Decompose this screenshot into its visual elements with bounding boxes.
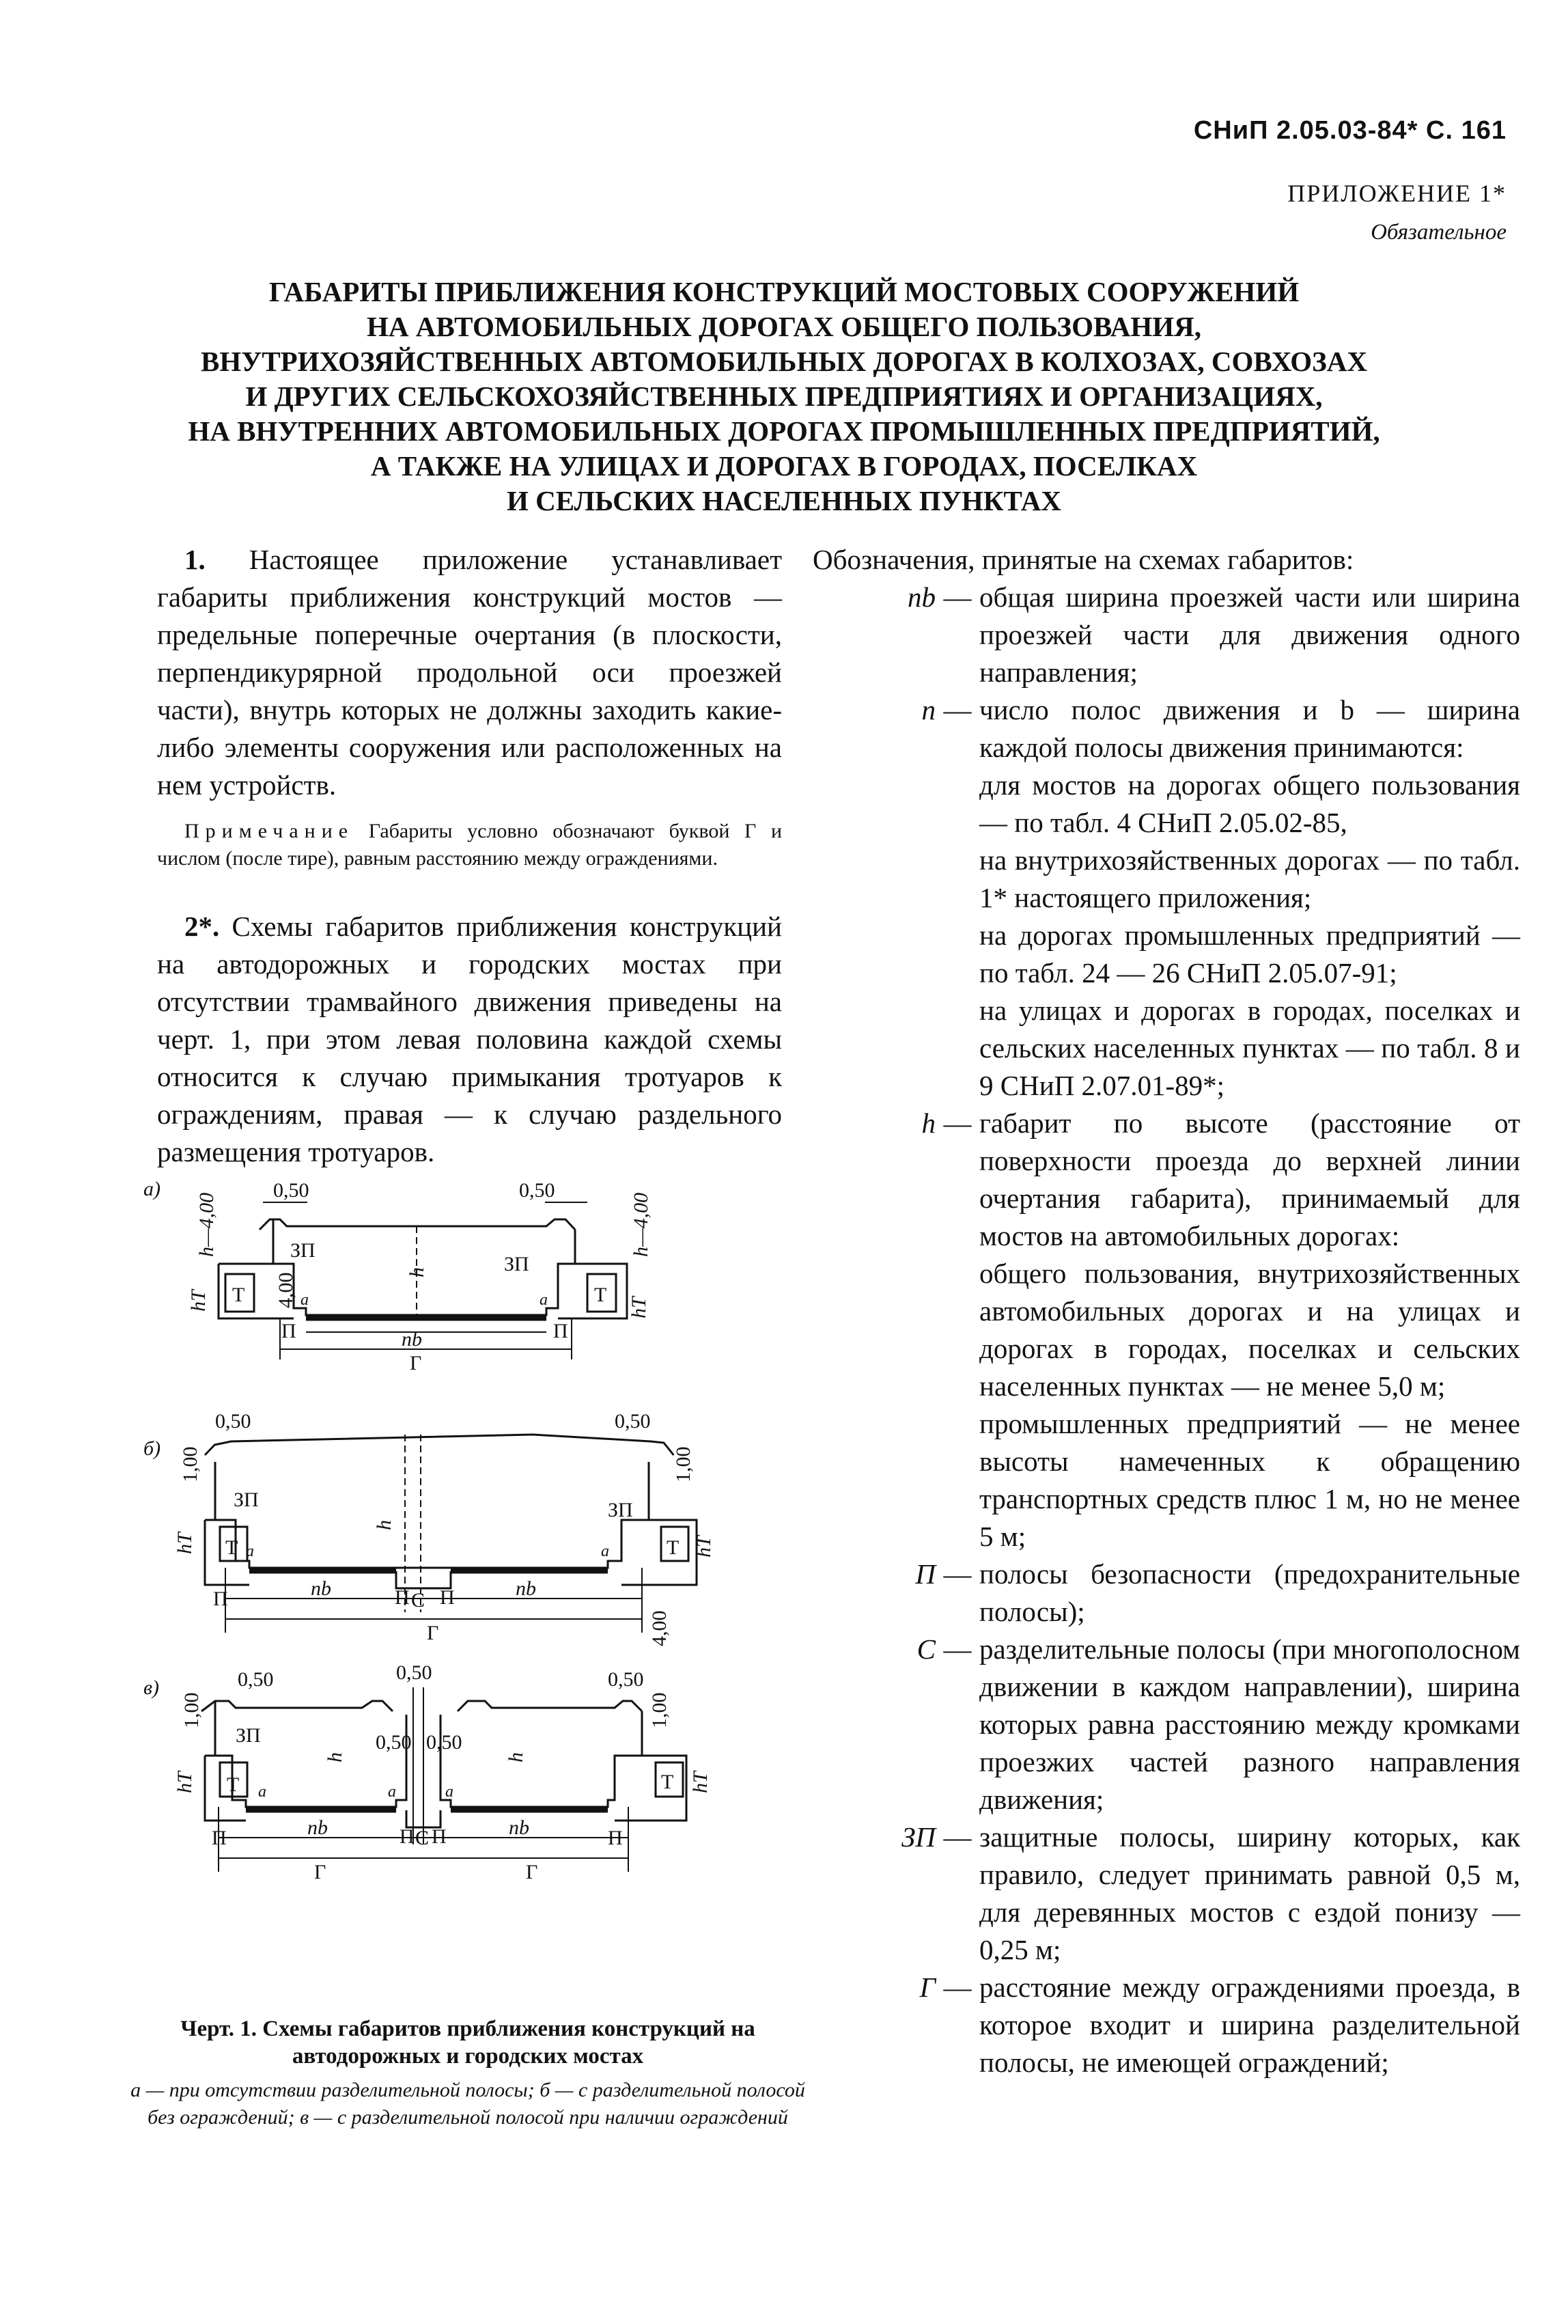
paragraph-text: Настоящее приложение устанавливает габариты приближения конструкций мостов — предельные поперечные очертания (в плоскости, перпендикурярной продольной оси проезжей части), внутрь которых не должны заходить какие-либо элементы сооружения или расположенных на нем устройств.	[157, 544, 782, 801]
safety-strip-label: П	[213, 1588, 228, 1610]
definition-subitem: общего пользования, внутрихозяйственных автомобильных дорогах и на улицах и дорогах в городах, поселках и сельских населенных пунктах — не менее 5,0 м;	[979, 1258, 1520, 1402]
scheme-v-label: в)	[143, 1676, 160, 1699]
appendix-label: ПРИЛОЖЕНИЕ 1*	[1287, 180, 1507, 207]
paragraph-number: 1.	[184, 544, 206, 575]
definition-text: защитные полосы, ширину которых, как правило, следует принимать равной 0,5 м, для деревянных мостов с ездой понизу — 0,25 м;	[979, 1821, 1520, 1965]
a-label: a	[246, 1543, 254, 1560]
legend-heading: Обозначения, принятые на схемах габаритов:	[813, 544, 1354, 575]
definition-dash: —	[943, 1107, 972, 1139]
dim-400: 4,00	[275, 1272, 297, 1308]
sidewalk-label: Т	[225, 1536, 238, 1559]
definition-text: габарит по высоте (расстояние от поверхности проезда до верхней линии очертания габарита), принимаемый для мостов на автомобильных дорогах:	[979, 1107, 1520, 1251]
note	[157, 818, 782, 872]
definition-text: полосы безопасности (предохранительные полосы);	[979, 1558, 1520, 1627]
clearance-schemes-figure	[137, 1161, 792, 2008]
dim-100: 1,00	[180, 1692, 203, 1728]
definition-subitem: промышленных предприятий — не менее высоты намеченных к обращению транспортных средств плюс 1 м, но не менее 5 м;	[979, 1408, 1520, 1552]
height-label: h	[373, 1520, 395, 1530]
sidewalk-label: Т	[227, 1773, 240, 1796]
definition-subitem: на внутрихозяйственных дорогах — по табл. 1* настоящего приложения;	[979, 844, 1520, 913]
carriageway-width-label: nb	[311, 1577, 331, 1600]
carriageway-width-label: nb	[516, 1577, 536, 1600]
definition-dash: —	[943, 1633, 972, 1665]
safety-strip-label: П	[608, 1827, 623, 1849]
safety-strip-label: П	[440, 1586, 455, 1609]
sidewalk-label: Т	[661, 1771, 674, 1793]
clearance-width-label: Г	[526, 1861, 538, 1883]
dim-050: 0,50	[215, 1410, 251, 1433]
height-minus-4-label: h—4,00	[195, 1192, 218, 1257]
definition-text: разделительные полосы (при многополосном движении в каждом направлении), ширина которых равна расстоянию между кромками проезжих частей разного направления движения;	[979, 1633, 1520, 1815]
title-line: А ТАКЖЕ НА УЛИЦАХ И ДОРОГАХ В ГОРОДАХ, ПОСЕЛКАХ	[370, 450, 1198, 482]
title-line: И ДРУГИХ СЕЛЬСКОХОЗЯЙСТВЕННЫХ ПРЕДПРИЯТИЯХ И ОРГАНИЗАЦИЯХ,	[245, 381, 1323, 412]
title-line: НА АВТОМОБИЛЬНЫХ ДОРОГАХ ОБЩЕГО ПОЛЬЗОВАНИЯ,	[367, 311, 1201, 342]
title-line: НА ВНУТРЕННИХ АВТОМОБИЛЬНЫХ ДОРОГАХ ПРОМЫШЛЕННЫХ ПРЕДПРИЯТИЙ,	[188, 415, 1380, 447]
clearance-width-label: Г	[314, 1861, 326, 1883]
sidewalk-label: Т	[232, 1284, 245, 1306]
dim-100: 1,00	[648, 1692, 671, 1728]
definition-symbol: Г	[919, 1972, 936, 2003]
page-header: СНиП 2.05.03-84* С. 161	[1193, 116, 1507, 145]
definition-text: расстояние между ограждениями проезда, в которое входит и ширина разделительной полосы, не имеющей ограждений;	[979, 1972, 1520, 2078]
clearance-width-label: Г	[427, 1622, 439, 1644]
dim-050: 0,50	[273, 1179, 309, 1202]
dim-050: 0,50	[396, 1661, 432, 1684]
definition-symbol: n	[921, 694, 936, 725]
definition-subitem: на дорогах промышленных предприятий — по табл. 24 — 26 СНиП 2.05.07-91;	[979, 919, 1520, 988]
definition-text-group	[979, 691, 1520, 1105]
definition-item	[813, 691, 1520, 1105]
height-label: h	[406, 1267, 428, 1277]
dim-050: 0,50	[238, 1668, 274, 1691]
a-label: a	[540, 1291, 548, 1309]
definition-dash: —	[943, 1558, 972, 1590]
definition-symbol: h	[921, 1107, 936, 1139]
definition-item	[813, 1105, 1520, 1555]
note-label: Примечание	[184, 820, 354, 842]
page-title	[109, 275, 1459, 518]
sidewalk-label: Т	[667, 1536, 680, 1559]
scheme-b-label: б)	[143, 1437, 161, 1460]
a-label: a	[258, 1783, 266, 1801]
median-strip-label: С	[411, 1589, 425, 1611]
definition-item	[813, 1969, 1520, 2081]
definition-text: число полос движения и b — ширина каждой полосы движения принимаются:	[979, 694, 1520, 763]
definition-dash: —	[943, 1821, 972, 1853]
dim-050: 0,50	[608, 1668, 644, 1691]
dim-100: 1,00	[179, 1446, 201, 1482]
appendix-status: Обязательное	[1371, 220, 1507, 245]
height-label: h	[505, 1752, 527, 1762]
left-column	[157, 541, 782, 1171]
definition-dash: —	[943, 581, 972, 613]
definition-item	[813, 1818, 1520, 1969]
definition-dash: —	[943, 694, 972, 725]
title-line: ГАБАРИТЫ ПРИБЛИЖЕНИЯ КОНСТРУКЦИЙ МОСТОВЫХ СООРУЖЕНИЙ	[268, 276, 1300, 307]
height-label: h	[324, 1752, 346, 1762]
note-text: Габариты условно обозначают буквой Г и числом (после тире), равным расстоянию между ограждениями.	[157, 820, 782, 870]
carriageway-width-label: nb	[402, 1328, 422, 1351]
protective-strip-label: ЗП	[504, 1253, 529, 1275]
protective-strip-label: ЗП	[290, 1239, 316, 1262]
protective-strip-label: ЗП	[608, 1499, 633, 1521]
safety-strip-label: П	[400, 1825, 415, 1848]
sidewalk-height-label: hТ	[692, 1536, 715, 1558]
definition-text: общая ширина проезжей части или ширина проезжей части для движения одного направления;	[979, 581, 1520, 688]
definition-symbol: П	[915, 1558, 936, 1590]
definition-item	[813, 1631, 1520, 1818]
definition-dash: —	[943, 1972, 972, 2003]
title-line: И СЕЛЬСКИХ НАСЕЛЕННЫХ ПУНКТАХ	[506, 485, 1062, 516]
a-label: a	[300, 1291, 309, 1309]
definition-item	[813, 579, 1520, 691]
clearance-width-label: Г	[410, 1352, 422, 1374]
a-label: a	[601, 1543, 609, 1560]
safety-strip-label: П	[553, 1320, 568, 1342]
a-label: a	[445, 1783, 453, 1801]
figure-caption-title: Черт. 1. Схемы габаритов приближения конструкций на автодорожных и городских мостах	[180, 2017, 755, 2069]
figure-caption-body: а — при отсутствии разделительной полосы; б — с разделительной полосой без ограждений; в — с разделительной полосой при наличии ограждений	[130, 2079, 805, 2129]
dim-400: 4,00	[648, 1610, 671, 1646]
sidewalk-height-label: hТ	[628, 1297, 650, 1318]
scheme-a-label: а)	[143, 1178, 160, 1200]
carriageway-width-label: nb	[307, 1816, 328, 1839]
protective-strip-label: ЗП	[234, 1489, 259, 1511]
definition-subitem: для мостов на дорогах общего пользования — по табл. 4 СНиП 2.05.02-85,	[979, 769, 1520, 838]
dim-100: 1,00	[672, 1446, 695, 1482]
sidewalk-height-label: hТ	[173, 1771, 196, 1793]
dim-050: 0,50	[615, 1410, 651, 1433]
definition-item	[813, 1555, 1520, 1631]
paragraph-2	[157, 908, 782, 1171]
paragraph-text: Схемы габаритов приближения конструкций на автодорожных и городских мостах при отсутствии трамвайного движения приведены на черт. 1, при этом левая половина каждой схемы относится к случаю примыкания тротуаров к ограждениям, правая — к случаю раздельного размещения тротуаров.	[157, 911, 783, 1167]
safety-strip-label: П	[395, 1586, 410, 1609]
median-strip-label: С	[415, 1827, 430, 1849]
safety-strip-label: П	[212, 1827, 227, 1849]
sidewalk-label: Т	[594, 1284, 607, 1306]
dim-050: 0,50	[519, 1179, 555, 1202]
figure-caption	[130, 2015, 806, 2131]
protective-strip-label: ЗП	[236, 1724, 261, 1747]
safety-strip-label: П	[281, 1320, 296, 1342]
definition-symbol: С	[916, 1633, 936, 1665]
sidewalk-height-label: hТ	[689, 1771, 712, 1793]
carriageway-width-label: nb	[509, 1816, 529, 1839]
dim-050: 0,50	[426, 1731, 462, 1754]
definition-symbol: nb	[908, 581, 936, 613]
sidewalk-height-label: hТ	[187, 1290, 210, 1312]
definition-symbol: ЗП	[901, 1821, 936, 1853]
safety-strip-label: П	[432, 1825, 447, 1848]
a-label: a	[388, 1783, 396, 1801]
sidewalk-height-label: hТ	[173, 1532, 196, 1554]
paragraph-number: 2*.	[184, 911, 220, 942]
right-column	[813, 541, 1520, 2081]
paragraph-1	[157, 541, 782, 804]
dim-050: 0,50	[376, 1731, 412, 1754]
definition-subitem: на улицах и дорогах в городах, поселках и сельских населенных пунктах — по табл. 8 и 9 СНиП 2.07.01-89*;	[979, 995, 1520, 1101]
title-line: ВНУТРИХОЗЯЙСТВЕННЫХ АВТОМОБИЛЬНЫХ ДОРОГАХ В КОЛХОЗАХ, СОВХОЗАХ	[201, 346, 1367, 377]
definition-text-group	[979, 1105, 1520, 1555]
height-minus-4-label: h—4,00	[630, 1192, 652, 1257]
